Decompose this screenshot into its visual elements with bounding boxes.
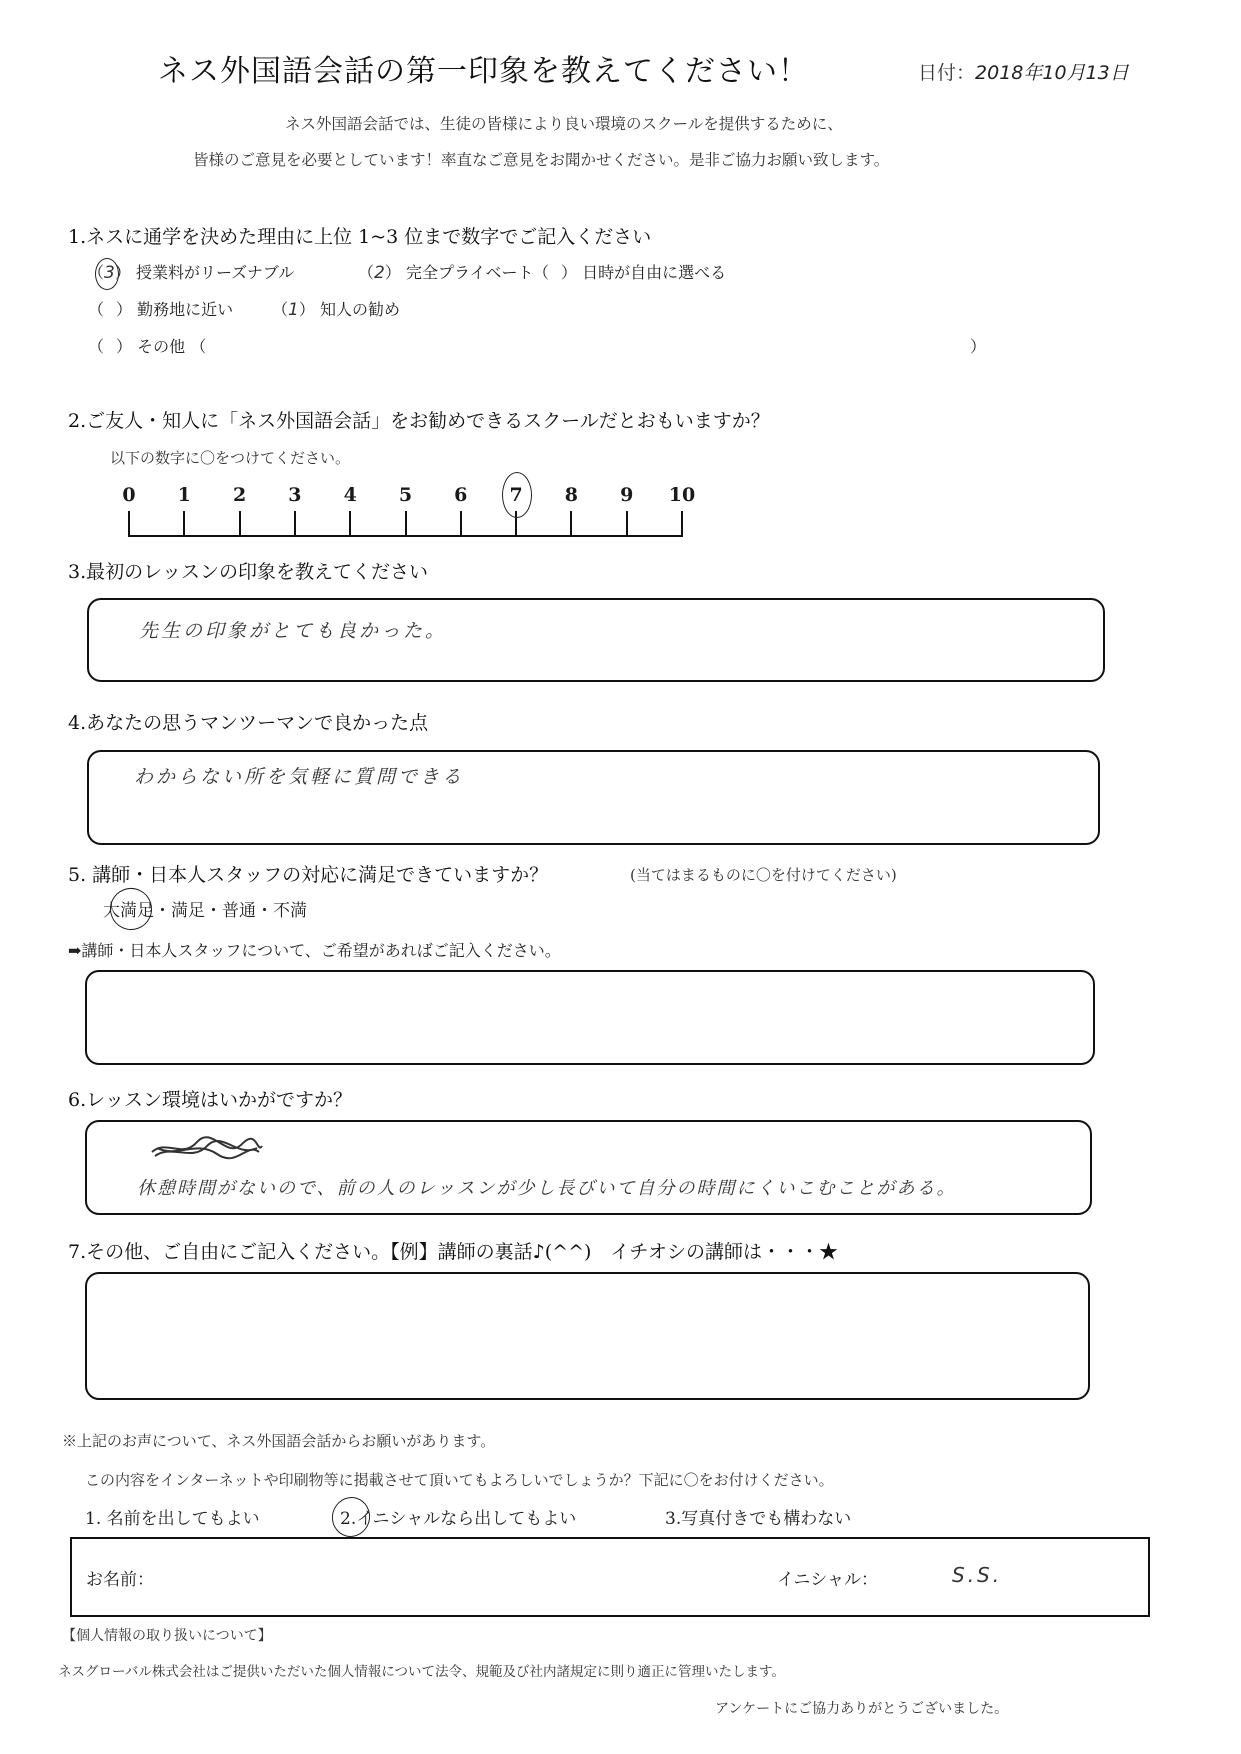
consent-option-2[interactable]: 2.イニシャルなら出してもよい: [340, 1509, 577, 1529]
q4-question: 4.あなたの思うマンツーマンで良かった点: [68, 712, 429, 734]
q4-answer-box[interactable]: [87, 750, 1100, 845]
q1-option-2-rank: 2: [374, 263, 385, 283]
q5-note: (当てはまるものに〇を付けてください): [630, 866, 897, 884]
q5-selected-circle-mark: [104, 882, 158, 936]
q5-question: 5. 講師・日本人スタッフの対応に満足できていますか？: [68, 864, 549, 886]
scale-label-10[interactable]: 10: [668, 484, 696, 506]
date-value: 2018年10月13日: [975, 62, 1129, 84]
scale-tick: [405, 511, 407, 537]
q4-answer: わからない所を気軽に質問できる: [134, 766, 465, 788]
scale-tick: [183, 511, 185, 537]
q3-answer-box[interactable]: [87, 598, 1105, 682]
q1-option-5[interactable]: （1） 知人の勧め: [272, 300, 400, 320]
initial-label: イニシャル：: [777, 1570, 878, 1590]
q1-option-4[interactable]: （ ） 勤務地に近い: [88, 300, 234, 319]
consent-notice: ※上記のお声について、ネス外国語会話からお願いがあります。: [62, 1432, 496, 1450]
scale-label-5[interactable]: 5: [398, 484, 413, 506]
name-label: お名前：: [86, 1570, 154, 1590]
q1-option-2[interactable]: （2） 完全プライベート: [358, 263, 534, 283]
scale-selected-circle-mark: [502, 472, 532, 518]
q7-question: 7.その他、ご自由にご記入ください。【例】講師の裏話♪(^^) イチオシの講師は・・・★: [68, 1241, 839, 1263]
q1-option-6-label: その他: [137, 337, 186, 356]
q5-choices: 大満足・満足・普通・不満: [103, 901, 307, 921]
scale-label-0[interactable]: 0: [122, 484, 136, 506]
scale-baseline: [128, 535, 683, 537]
q1-option-1-label: 授業料がリーズナブル: [135, 263, 295, 282]
q1-option-4-label: 勤務地に近い: [137, 300, 234, 319]
scale-tick: [681, 511, 683, 537]
scale-label-2[interactable]: 2: [232, 484, 247, 506]
q5-choice-2[interactable]: 満足: [171, 901, 205, 921]
q1-question: 1.ネスに通学を決めた理由に上位 1~3 位まで数字でご記入ください: [68, 226, 652, 248]
scale-label-3[interactable]: 3: [288, 484, 302, 506]
q3-answer: 先生の印象がとても良かった。: [139, 620, 448, 642]
q1-option-3[interactable]: （ ） 日時が自由に選べる: [533, 263, 727, 282]
scribbled-out-text: [147, 1134, 267, 1164]
q2-question: 2.ご友人・知人に「ネス外国語会話」をお勧めできるスクールだとおもいますか？: [68, 410, 770, 432]
q6-answer-box[interactable]: [85, 1120, 1092, 1215]
intro-line-1: ネス外国語会話では、生徒の皆様により良い環境のスクールを提供するために、: [285, 115, 843, 133]
q1-option-5-label: 知人の勧め: [319, 300, 400, 319]
q6-question: 6.レッスン環境はいかがですか？: [68, 1089, 352, 1111]
intro-line-2: 皆様のご意見を必要としています！率直なご意見をお聞かせください。是非ご協力お願い致します。: [193, 151, 890, 169]
scale-label-9[interactable]: 9: [620, 484, 634, 506]
q5-choice-1[interactable]: 大満足: [103, 901, 154, 921]
scale-label-4[interactable]: 4: [343, 484, 357, 506]
consent-request: この内容をインターネットや印刷物等に掲載させて頂いてもよろしいでしょうか？下記に〇をお付けください。: [85, 1471, 834, 1489]
q6-answer: 休憩時間がないので、前の人のレッスンが少し長びいて自分の時間にくいこむことがある。: [137, 1178, 957, 1199]
q1-option-3-label: 日時が自由に選べる: [582, 263, 727, 282]
scale-tick: [128, 511, 130, 537]
consent-option-1[interactable]: 1. 名前を出してもよい: [85, 1509, 260, 1529]
q1-option-1[interactable]: （3） 授業料がリーズナブル: [88, 263, 295, 283]
q1-option-5-rank: 1: [288, 300, 299, 320]
q5-answer-box[interactable]: [85, 970, 1095, 1065]
scale-tick: [239, 511, 241, 537]
q5-choice-3[interactable]: 普通: [222, 901, 256, 921]
scale-tick: [626, 511, 628, 537]
q7-answer-box[interactable]: [85, 1272, 1090, 1400]
q1-option-6[interactable]: （ ） その他 （: [88, 337, 207, 356]
footer-thanks: アンケートにご協力ありがとうございました。: [715, 1701, 1009, 1717]
scale-tick: [570, 511, 572, 537]
page-title: ネス外国語会話の第一印象を教えてください！: [158, 54, 809, 89]
scale-label-7[interactable]: 7: [509, 484, 523, 506]
date-label: 日付：: [918, 62, 976, 84]
scale-tick: [460, 511, 462, 537]
consent-option-3[interactable]: 3.写真付きでも構わない: [665, 1509, 852, 1529]
scale-label-1[interactable]: 1: [177, 484, 191, 506]
q1-option-2-label: 完全プライベート: [405, 263, 534, 282]
scale-tick: [349, 511, 351, 537]
q5-choice-4[interactable]: 不満: [273, 901, 307, 921]
q1-option-1-rank: 3: [104, 263, 115, 283]
scale-label-8[interactable]: 8: [564, 484, 578, 506]
q2-instruction: 以下の数字に〇をつけてください。: [110, 449, 351, 467]
q5-followup: ➡講師・日本人スタッフについて、ご希望があればご記入ください。: [68, 941, 561, 960]
consent-selected-circle-mark: [327, 1493, 374, 1541]
q1-rank-circle-mark: [95, 258, 119, 290]
scale-tick: [294, 511, 296, 537]
q3-question: 3.最初のレッスンの印象を教えてください: [68, 561, 428, 583]
initial-input[interactable]: S.S.: [952, 1563, 1003, 1587]
name-box: [70, 1537, 1150, 1617]
scale-label-6[interactable]: 6: [454, 484, 468, 506]
date-field[interactable]: [918, 58, 1129, 85]
privacy-heading: 【個人情報の取り扱いについて】: [62, 1628, 272, 1644]
q1-other-close-paren: ）: [970, 337, 987, 356]
privacy-text: ネスグローバル株式会社はご提供いただいた個人情報について法令、規範及び社内諸規定に則り適正に管理いたします。: [58, 1664, 785, 1680]
